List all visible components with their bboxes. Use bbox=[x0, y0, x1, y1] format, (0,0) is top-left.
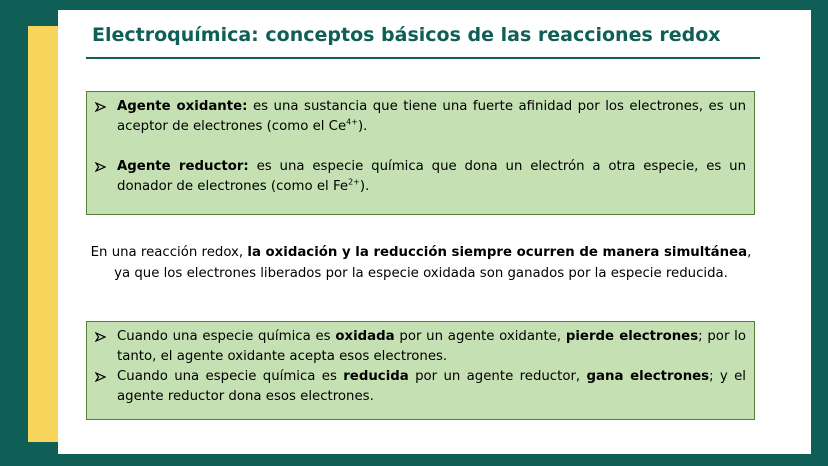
oxidized-text-1: Cuando una especie química es bbox=[117, 329, 336, 344]
arrowhead-bullet-icon bbox=[95, 157, 106, 172]
arrowhead-bullet-icon bbox=[95, 97, 106, 112]
oxidized-text-3: ; por lo tanto, el agente oxidante acepta esos electrones. bbox=[117, 329, 746, 364]
electron-transfer-box bbox=[86, 321, 755, 420]
slide bbox=[58, 10, 811, 454]
reducing-agent-charge: 2+ bbox=[348, 177, 360, 187]
definitions-box bbox=[86, 91, 755, 215]
reduced-term: reducida bbox=[343, 369, 409, 384]
slide-title: Electroquímica: conceptos básicos de las reacciones redox bbox=[92, 24, 721, 46]
arrowhead-bullet-icon bbox=[95, 327, 106, 342]
redox-statement-end: , ya que los electrones liberados por la especie oxidada son ganados por la especie reducida. bbox=[114, 245, 752, 281]
reducing-agent-text: es una especie química que dona un electrón a otra especie, es un donador de electrones (como el Fe bbox=[117, 159, 747, 194]
reducing-agent-text-end: ). bbox=[359, 179, 370, 194]
oxidized-text-2: por un agente oxidante, bbox=[394, 329, 566, 344]
reduced-text-2: por un agente reductor, bbox=[408, 369, 587, 384]
oxidizing-agent-text-end: ). bbox=[357, 119, 368, 134]
bullet-reducing-agent bbox=[95, 157, 746, 197]
bullet-reduced-species bbox=[95, 367, 746, 407]
bullet-oxidized-species bbox=[95, 327, 746, 367]
reducing-agent-term: Agente reductor: bbox=[117, 159, 249, 174]
bullet-oxidizing-agent bbox=[95, 97, 746, 137]
gains-electrons-term: gana electrones bbox=[586, 369, 710, 384]
oxidizing-agent-text: es una sustancia que tiene una fuerte afinidad por los electrones, es un aceptor de electrones (como el Ce bbox=[117, 99, 746, 134]
reduced-text-1: Cuando una especie química es bbox=[117, 369, 344, 384]
redox-statement-start: En una reacción redox, bbox=[90, 245, 248, 260]
reduced-text-3: ; y el agente reductor dona esos electrones. bbox=[117, 369, 746, 404]
oxidizing-agent-charge: 4+ bbox=[346, 117, 358, 127]
loses-electrons-term: pierde electrones bbox=[565, 329, 699, 344]
redox-statement bbox=[82, 242, 760, 284]
redox-statement-emphasis: la oxidación y la reducción siempre ocurren de manera simultánea bbox=[247, 245, 748, 260]
oxidized-term: oxidada bbox=[335, 329, 395, 344]
oxidizing-agent-term: Agente oxidante: bbox=[117, 99, 248, 114]
title-underline bbox=[86, 57, 760, 59]
arrowhead-bullet-icon bbox=[95, 367, 106, 382]
